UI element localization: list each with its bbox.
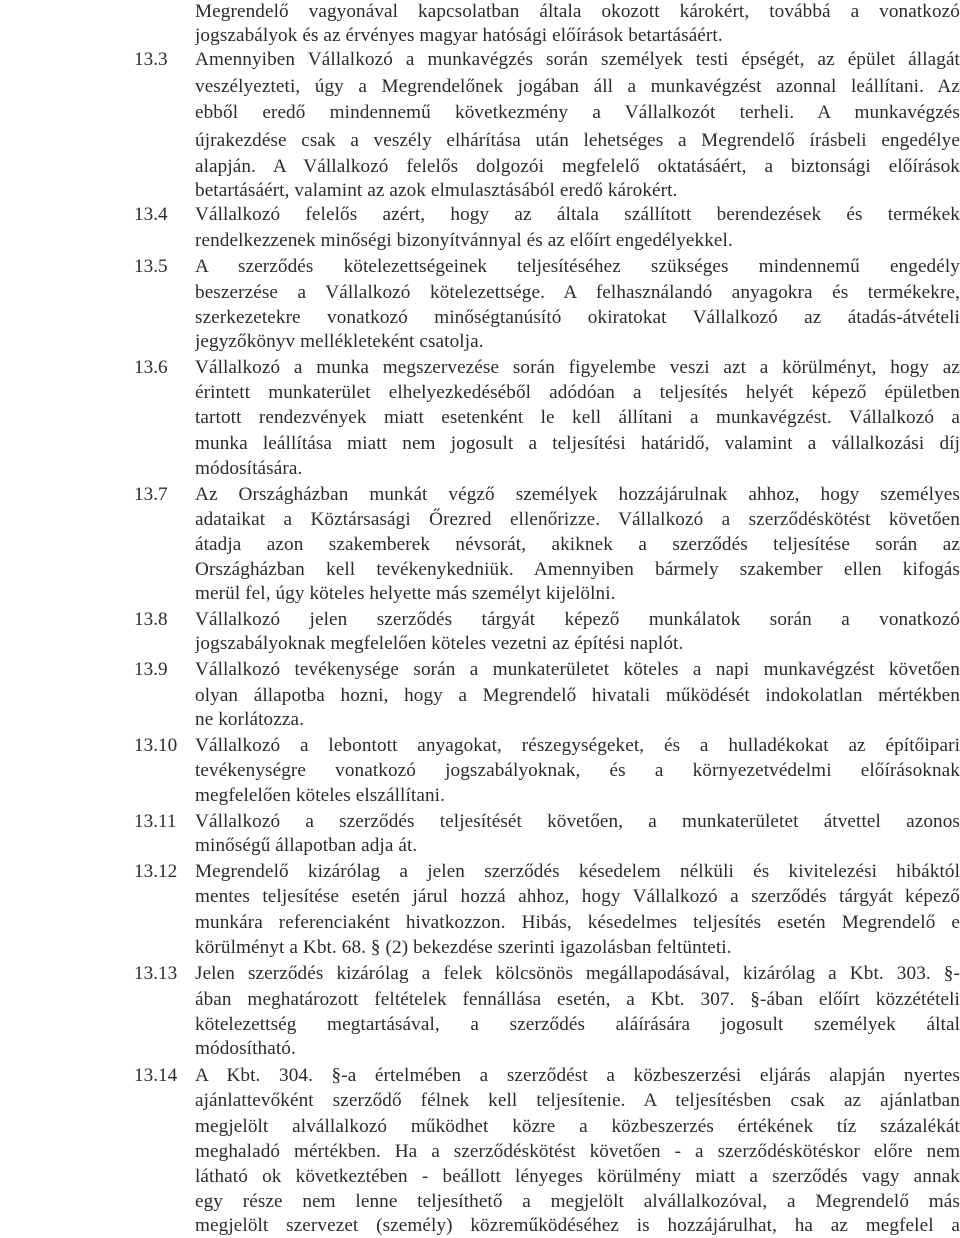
section-number: 13.5 bbox=[134, 256, 168, 277]
text-line: újrakezdése csak a veszély elhárítása után lehetséges a Megrendelő írásbeli engedélye bbox=[195, 130, 960, 151]
text-line: ne korlátozza. bbox=[195, 709, 305, 730]
text-line: ebből eredő mindennemű következmény a Vállalkozót terheli. A munkavégzés bbox=[195, 102, 960, 123]
section-number: 13.11 bbox=[134, 811, 177, 832]
text-line: Országházban kell tevékenykedniük. Amennyiben bármely szakember ellen kifogás bbox=[195, 559, 960, 580]
text-line: Vállalkozó tevékenysége során a munkaterületet köteles a napi munkavégzést követően bbox=[195, 659, 960, 680]
section-number: 13.9 bbox=[134, 659, 168, 680]
text-line: munka leállítása miatt nem jogosult a teljesítési határidő, valamint a vállalkozási díj bbox=[195, 433, 960, 454]
text-line: Vállalkozó jelen szerződés tárgyát képező munkálatok során a vonatkozó bbox=[195, 609, 960, 630]
text-line: Vállalkozó a munka megszervezése során figyelembe veszi azt a körülményt, hogy az bbox=[195, 357, 960, 378]
text-line: Megrendelő vagyonával kapcsolatban általa okozott károkért, továbbá a vonatkozó bbox=[195, 1, 960, 22]
text-line: A Kbt. 304. §-a értelmében a szerződést a közbeszerzési eljárás alapján nyertes bbox=[195, 1065, 960, 1086]
text-line: érintett munkaterület elhelyezkedéséből adódóan a teljesítés helyét képező épületben bbox=[195, 382, 960, 403]
text-line: ajánlattevőként szerződő félnek kell teljesítenie. A teljesítésben csak az ajánlatban bbox=[195, 1090, 960, 1111]
text-line: jegyzőkönyv mellékleteként csatolja. bbox=[195, 331, 484, 352]
text-line: Jelen szerződés kizárólag a felek kölcsönös megállapodásával, kizárólag a Kbt. 303. §- bbox=[195, 963, 960, 984]
text-line: minőségű állapotban adja át. bbox=[195, 835, 418, 856]
section-number: 13.10 bbox=[134, 735, 178, 756]
text-line: jogszabályoknak megfelelően köteles vezetni az építési naplót. bbox=[195, 633, 684, 654]
text-line: módosítható. bbox=[195, 1038, 296, 1059]
text-line: Amennyiben Vállalkozó a munkavégzés során személyek testi épségét, az épület állagát bbox=[195, 49, 960, 70]
text-line: beszerzése a Vállalkozó kötelezettsége. A felhasználandó anyagokra és termékekre, bbox=[195, 282, 960, 303]
section-number: 13.7 bbox=[134, 484, 168, 505]
text-line: jogszabályok és az érvényes magyar hatósági előírások betartásáért. bbox=[195, 25, 723, 46]
text-line: szerkezetekre vonatkozó minőségtanúsító okiratokat Vállalkozó az átadás-átvételi bbox=[195, 307, 960, 328]
text-line: módosítására. bbox=[195, 458, 303, 479]
text-line: A szerződés kötelezettségeinek teljesítéséhez szükséges mindennemű engedély bbox=[195, 256, 960, 277]
section-number: 13.6 bbox=[134, 357, 168, 378]
text-line: tevékenységre vonatkozó jogszabályoknak, és a környezetvédelmi előírásoknak bbox=[195, 760, 960, 781]
text-line: Vállalkozó a szerződés teljesítését követően, a munkaterületet átvettel azonos bbox=[195, 811, 960, 832]
section-number: 13.13 bbox=[134, 963, 178, 984]
text-line: merül fel, úgy köteles helyette más személyt kijelölni. bbox=[195, 583, 616, 604]
text-line: átadja azon szakemberek névsorát, akiknek a szerződés teljesítése során az bbox=[195, 534, 960, 555]
section-number: 13.12 bbox=[134, 861, 178, 882]
text-line: Vállalkozó a lebontott anyagokat, részegységeket, és a hulladékokat az építőipari bbox=[195, 735, 960, 756]
text-line: olyan állapotba hozni, hogy a Megrendelő hivatali működését indokolatlan mértékben bbox=[195, 685, 960, 706]
text-line: adataikat a Köztársasági Őrezred ellenőrizze. Vállalkozó a szerződéskötést követően bbox=[195, 509, 960, 530]
section-number: 13.3 bbox=[134, 49, 168, 70]
text-line: látható ok következtében - beállott lényeges körülmény miatt a szerződés vagy annak bbox=[195, 1166, 960, 1187]
text-line: veszélyezteti, úgy a Megrendelőnek jogában áll a munkavégzést azonnal leállítani. Az bbox=[195, 76, 960, 97]
section-number: 13.14 bbox=[134, 1065, 178, 1086]
text-line: kötelezettség megtartásával, a szerződés aláírására jogosult személyek által bbox=[195, 1014, 960, 1035]
text-line: megfelelően köteles elszállítani. bbox=[195, 785, 445, 806]
text-line: rendelkezzenek minőségi bizonyítvánnyal és az előírt engedélyekkel. bbox=[195, 230, 733, 251]
text-line: megjelölt alvállalkozó működhet közre a közbeszerzés értékének tíz százalékát bbox=[195, 1116, 960, 1137]
text-line: megjelölt szervezet (személy) közreműködéséhez is hozzájárulhat, ha az megfelel a bbox=[195, 1215, 960, 1236]
text-line: ában meghatározott feltételek fennállása esetén, a Kbt. 307. §-ában előírt közzétételi bbox=[195, 989, 960, 1010]
text-line: egy része nem lenne teljesíthető a megjelölt alvállalkozóval, a Megrendelő más bbox=[195, 1191, 960, 1212]
text-line: betartásáért, valamint az azok elmulasztásából eredő károkért. bbox=[195, 180, 678, 201]
text-line: meghaladó mértékben. Ha a szerződéskötést követően - a szerződéskötéskor előre nem bbox=[195, 1141, 960, 1162]
text-line: tartott rendezvények miatt esetenként le kell állítani a munkavégzést. Vállalkozó a bbox=[195, 407, 960, 428]
section-number: 13.4 bbox=[134, 204, 168, 225]
text-line: alapján. A Vállalkozó felelős dolgozói megfelelő oktatásáért, a biztonsági előírások bbox=[195, 156, 960, 177]
text-line: munkára referenciaként hivatkozzon. Hibás, késedelmes teljesítés esetén Megrendelő e bbox=[195, 912, 960, 933]
text-line: Az Országházban munkát végző személyek hozzájárulnak ahhoz, hogy személyes bbox=[195, 484, 960, 505]
text-line: mentes teljesítése esetén járul hozzá ahhoz, hogy Vállalkozó a szerződés tárgyát képező bbox=[195, 886, 960, 907]
text-line: körülményt a Kbt. 68. § (2) bekezdése szerinti igazolásban feltünteti. bbox=[195, 937, 732, 958]
text-line: Vállalkozó felelős azért, hogy az általa szállított berendezések és termékek bbox=[195, 204, 960, 225]
text-line: Megrendelő kizárólag a jelen szerződés késedelem nélküli és kivitelezési hibáktól bbox=[195, 861, 960, 882]
section-number: 13.8 bbox=[134, 609, 168, 630]
